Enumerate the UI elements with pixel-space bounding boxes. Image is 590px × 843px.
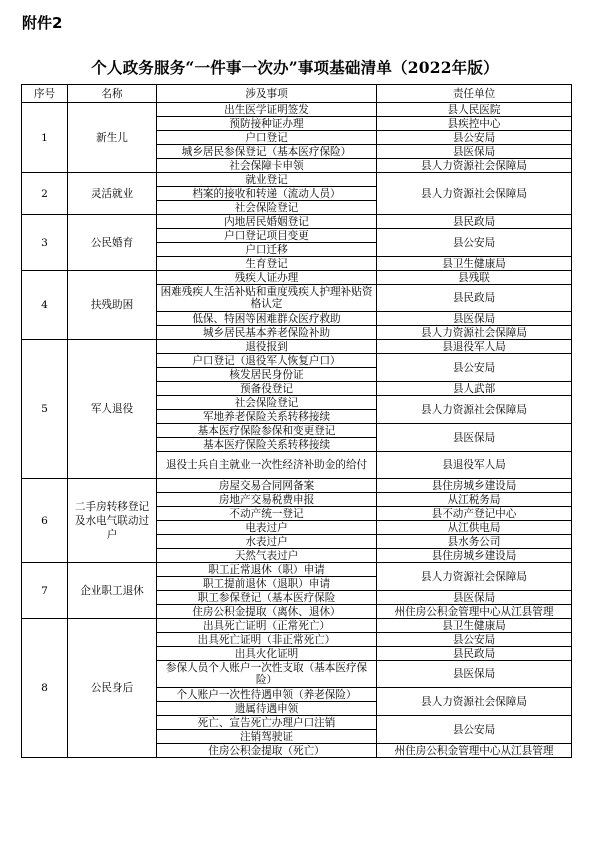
responsible-unit: 县民政局 (377, 647, 572, 661)
matter-item: 城乡居民参保登记（基本医疗保险） (157, 145, 377, 159)
service-name: 二手房转移登记及水电气联动过户 (68, 479, 157, 563)
responsible-unit: 州住房公积金管理中心从江县管理 (377, 605, 572, 619)
responsible-unit: 县残联 (377, 271, 572, 285)
responsible-unit: 县人力资源社会保障局 (377, 563, 572, 591)
header-name: 名称 (68, 85, 157, 103)
matter-item: 户口登记项目变更 (157, 229, 377, 243)
header-item: 涉及事项 (157, 85, 377, 103)
matter-item: 参保人员个人账户一次性支取（基本医疗保险） (157, 661, 377, 688)
matter-item: 出具死亡证明（正常死亡） (157, 619, 377, 633)
matter-item: 预备役登记 (157, 382, 377, 396)
table-row (22, 271, 572, 285)
row-number: 8 (22, 619, 68, 758)
service-name: 新生儿 (68, 103, 157, 173)
responsible-unit: 县医保局 (377, 661, 572, 688)
responsible-unit: 县医保局 (377, 312, 572, 326)
service-name: 灵活就业 (68, 173, 157, 215)
header-unit: 责任单位 (377, 85, 572, 103)
responsible-unit: 县医保局 (377, 591, 572, 605)
table-body (22, 103, 572, 758)
service-name: 公民婚育 (68, 215, 157, 271)
responsible-unit: 县公安局 (377, 131, 572, 145)
matter-item: 遗属待遇申领 (157, 702, 377, 716)
matter-item: 退役士兵自主就业一次性经济补助金的给付 (157, 452, 377, 479)
responsible-unit: 县人力资源社会保障局 (377, 396, 572, 424)
table-header-row (22, 85, 572, 103)
service-name: 公民身后 (68, 619, 157, 758)
matter-item: 档案的接收和转递（流动人员） (157, 187, 377, 201)
row-number: 6 (22, 479, 68, 563)
matter-item: 职工正常退休（职）申请 (157, 563, 377, 577)
matter-item: 个人账户一次性待遇申领（养老保险） (157, 688, 377, 702)
matter-item: 出生医学证明签发 (157, 103, 377, 117)
row-number: 3 (22, 215, 68, 271)
page-title: 个人政务服务“一件事一次办”事项基础清单（2022年版） (91, 58, 499, 77)
matter-item: 不动产统一登记 (157, 507, 377, 521)
matters-table (21, 84, 572, 758)
table-row (22, 619, 572, 633)
responsible-unit: 县不动产登记中心 (377, 507, 572, 521)
matter-item: 户口登记 (157, 131, 377, 145)
matter-item: 电表过户 (157, 521, 377, 535)
matter-item: 社会保险登记 (157, 201, 377, 215)
matter-item: 出具火化证明 (157, 647, 377, 661)
service-name: 企业职工退休 (68, 563, 157, 619)
responsible-unit: 县医保局 (377, 145, 572, 159)
row-number: 5 (22, 340, 68, 479)
matter-item: 内地居民婚姻登记 (157, 215, 377, 229)
responsible-unit: 县公安局 (377, 716, 572, 744)
attachment-label: 附件2 (22, 14, 63, 32)
responsible-unit: 从江税务局 (377, 493, 572, 507)
matter-item: 房地产交易税费申报 (157, 493, 377, 507)
matter-item: 就业登记 (157, 173, 377, 187)
responsible-unit: 县公安局 (377, 633, 572, 647)
responsible-unit: 县人力资源社会保障局 (377, 688, 572, 716)
matter-item: 基本医疗保险关系转移接续 (157, 438, 377, 452)
table-row (22, 563, 572, 577)
responsible-unit: 县民政局 (377, 285, 572, 312)
table-row (22, 479, 572, 493)
header-no: 序号 (22, 85, 68, 103)
matter-item: 军地养老保险关系转移接续 (157, 410, 377, 424)
matter-item: 职工提前退休（退职）申请 (157, 577, 377, 591)
responsible-unit: 县人力资源社会保障局 (377, 173, 572, 215)
matter-item: 基本医疗保险参保和变更登记 (157, 424, 377, 438)
responsible-unit: 县公安局 (377, 354, 572, 382)
matter-item: 社会保险登记 (157, 396, 377, 410)
matter-item: 住房公积金提取（死亡） (157, 744, 377, 758)
responsible-unit: 县医保局 (377, 424, 572, 452)
matter-item: 预防接种证办理 (157, 117, 377, 131)
table-row (22, 340, 572, 354)
row-number: 7 (22, 563, 68, 619)
matter-item: 社会保障卡申领 (157, 159, 377, 173)
responsible-unit: 县人力资源社会保障局 (377, 326, 572, 340)
responsible-unit: 从江供电局 (377, 521, 572, 535)
responsible-unit: 县民政局 (377, 215, 572, 229)
matter-item: 注销驾驶证 (157, 730, 377, 744)
matter-item: 死亡、宣告死亡办理户口注销 (157, 716, 377, 730)
matter-item: 房屋交易合同网备案 (157, 479, 377, 493)
row-number: 4 (22, 271, 68, 340)
matter-item: 低保、特困等困难群众医疗救助 (157, 312, 377, 326)
matter-item: 生育登记 (157, 257, 377, 271)
matter-item: 退役报到 (157, 340, 377, 354)
responsible-unit: 县疾控中心 (377, 117, 572, 131)
responsible-unit: 州住房公积金管理中心从江县管理 (377, 744, 572, 758)
matter-item: 核发居民身份证 (157, 368, 377, 382)
matter-item: 残疾人证办理 (157, 271, 377, 285)
matter-item: 户口登记（退役军人恢复户口） (157, 354, 377, 368)
row-number: 2 (22, 173, 68, 215)
responsible-unit: 县公安局 (377, 229, 572, 257)
table-row (22, 215, 572, 229)
service-name: 军人退役 (68, 340, 157, 479)
responsible-unit: 县住房城乡建设局 (377, 479, 572, 493)
responsible-unit: 县水务公司 (377, 535, 572, 549)
responsible-unit: 县住房城乡建设局 (377, 549, 572, 563)
table-row (22, 173, 572, 187)
matter-item: 职工参保登记（基本医疗保险 (157, 591, 377, 605)
matter-item: 天然气表过户 (157, 549, 377, 563)
responsible-unit: 县人武部 (377, 382, 572, 396)
responsible-unit: 县人力资源社会保障局 (377, 159, 572, 173)
matter-item: 户口迁移 (157, 243, 377, 257)
row-number: 1 (22, 103, 68, 173)
matter-item: 城乡居民基本养老保险补助 (157, 326, 377, 340)
responsible-unit: 县卫生健康局 (377, 619, 572, 633)
matter-item: 困难残疾人生活补贴和重度残疾人护理补贴资格认定 (157, 285, 377, 312)
matter-item: 住房公积金提取（离休、退休） (157, 605, 377, 619)
table-row (22, 103, 572, 117)
service-name: 扶残助困 (68, 271, 157, 340)
responsible-unit: 县退役军人局 (377, 340, 572, 354)
responsible-unit: 县卫生健康局 (377, 257, 572, 271)
responsible-unit: 县人民医院 (377, 103, 572, 117)
matter-item: 出具死亡证明（非正常死亡） (157, 633, 377, 647)
responsible-unit: 县退役军人局 (377, 452, 572, 479)
matter-item: 水表过户 (157, 535, 377, 549)
